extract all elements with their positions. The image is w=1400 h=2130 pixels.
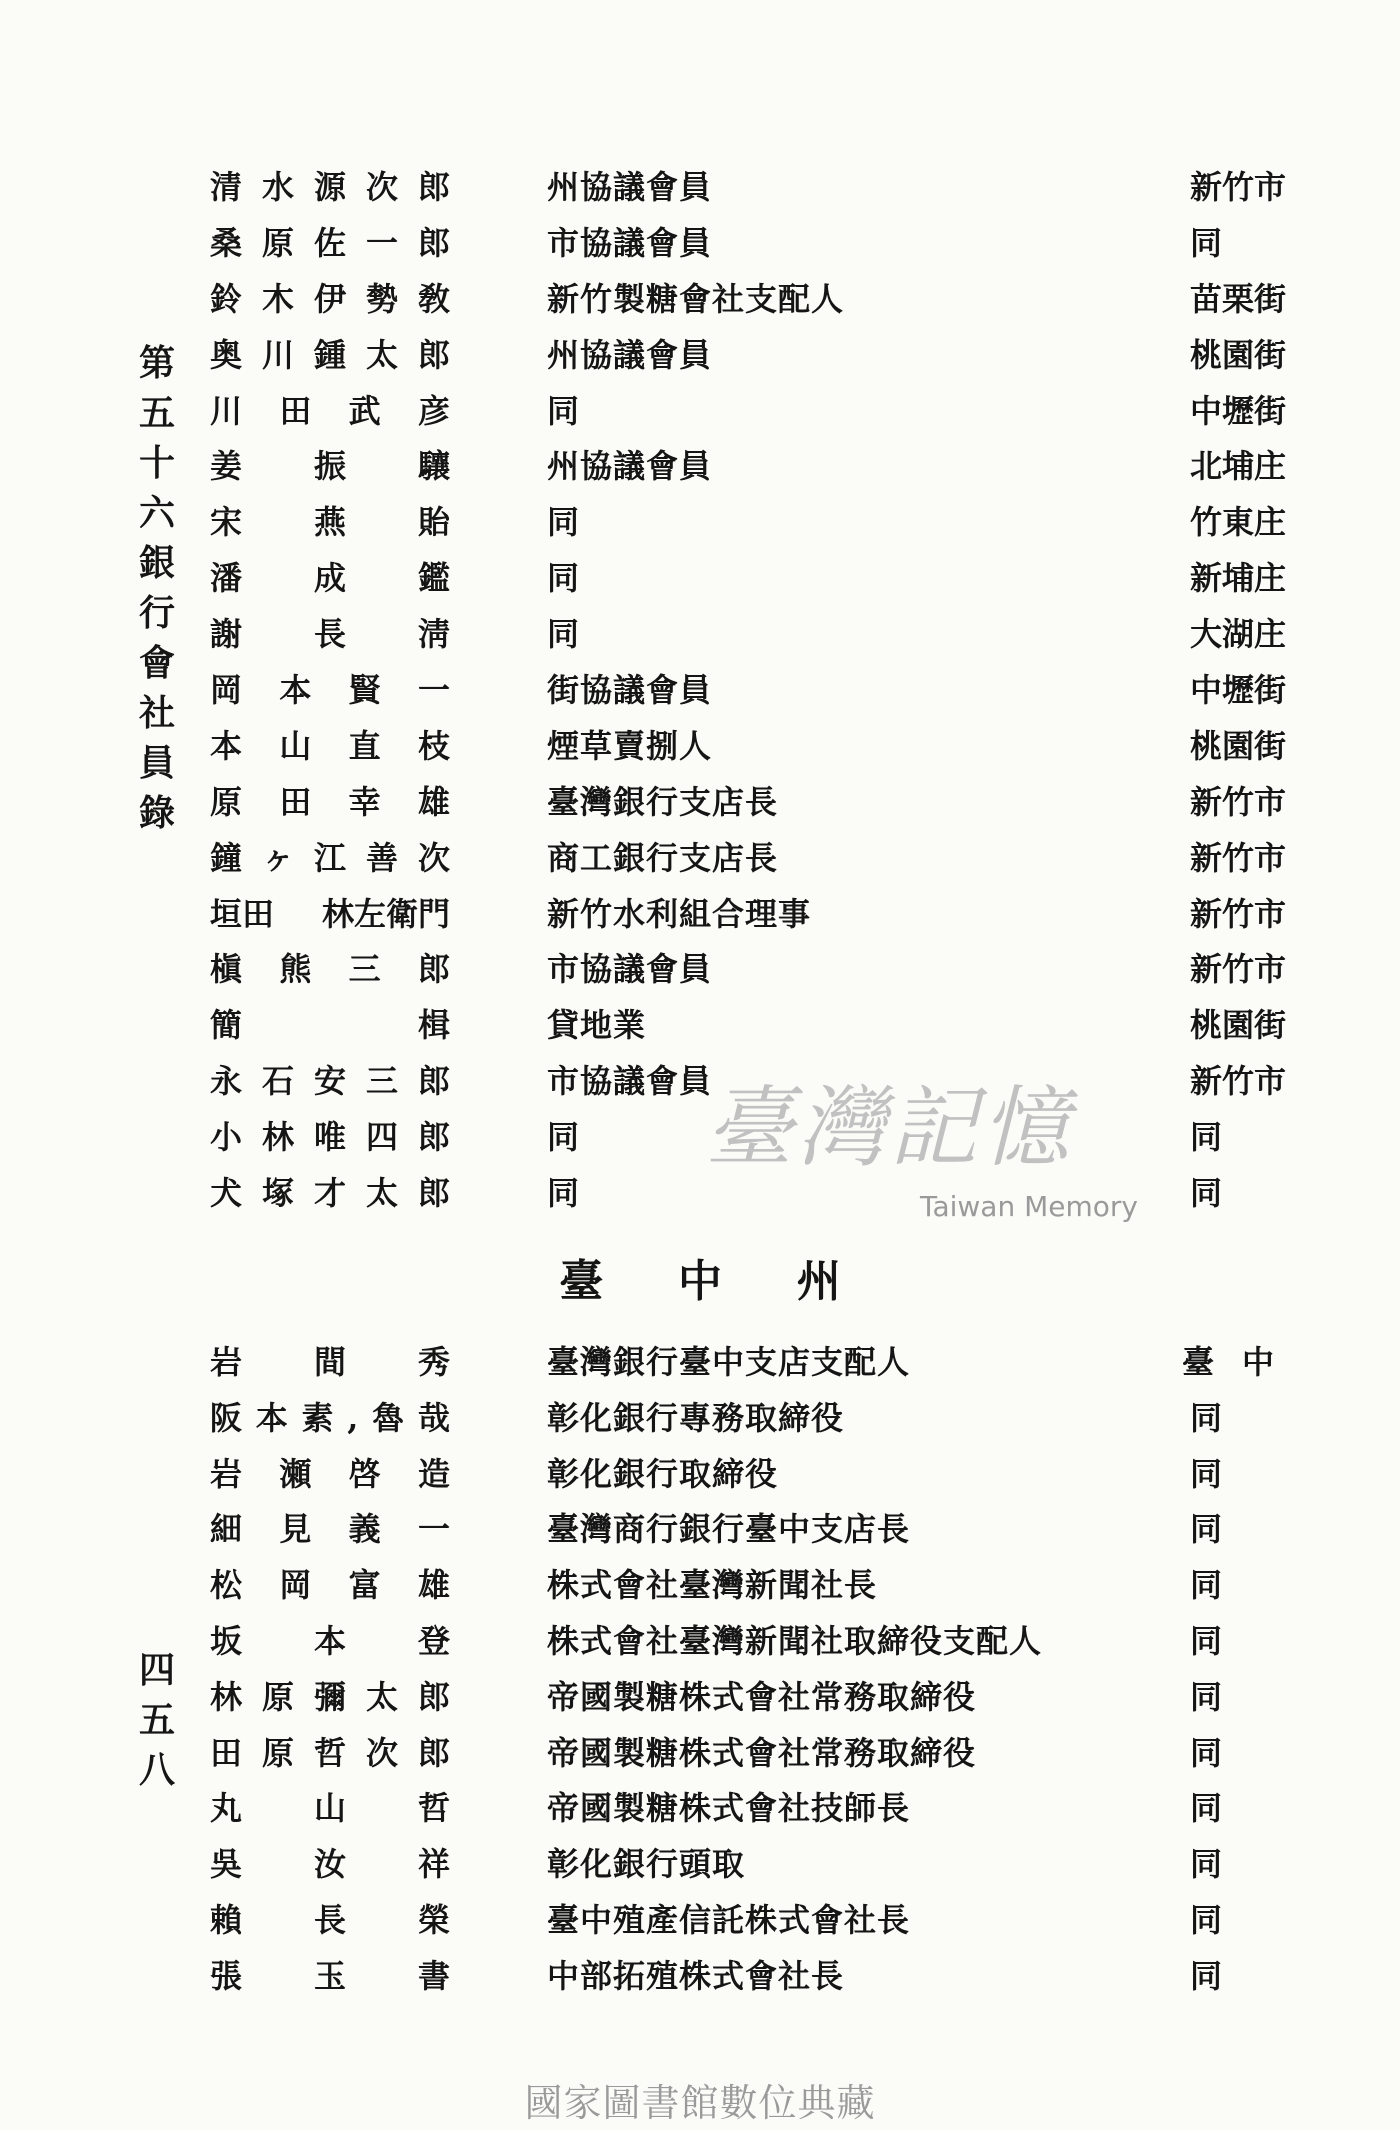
person-name: 小 林 唯 四 郎 [210,1118,450,1157]
person-name: 清 水 源 次 郎 [210,168,450,206]
location: 新竹市 [1190,1062,1287,1101]
footer-credit: 國家圖書館數位典藏 [524,2081,876,2125]
job-title: 州協議會員 [547,168,713,206]
roster-list-top [210,160,1300,1222]
table-row [210,942,1300,998]
location: 新竹市 [1190,894,1287,933]
table-row [210,1054,1300,1110]
location: 同 [1190,1454,1223,1493]
job-title: 新竹水利組合理事 [547,894,812,933]
location: 同 [1190,1956,1223,1995]
location: 新埔庄 [1190,559,1287,598]
location: 同 [1190,1118,1223,1157]
person-name: 潘 成 鑑 [210,559,450,598]
job-title: 市協議會員 [547,950,713,989]
location: 中壢街 [1190,671,1287,710]
table-row [210,719,1300,775]
table-row [210,551,1300,607]
job-title: 帝國製糖株式會社技師長 [547,1789,911,1828]
watermark-logo: 臺灣記憶 [705,1076,1074,1179]
table-row [210,495,1300,551]
table-row [210,384,1300,440]
table-row [210,831,1300,887]
table-row [210,216,1300,272]
person-name: 原 田 幸 雄 [210,782,450,821]
job-title: 煙草賣捌人 [547,726,713,765]
location: 新竹市 [1190,950,1287,989]
table-row [210,607,1300,663]
job-title: 同 [547,1174,581,1213]
table-row [210,663,1300,719]
job-title: 同 [547,615,581,654]
person-name: 張 玉 書 [210,1956,450,1995]
job-title: 彰化銀行取締役 [547,1454,779,1493]
person-name: 阪 本 素 , 魯 哉 [210,1398,450,1437]
table-row [210,1893,1300,1949]
location: 北埔庄 [1190,447,1287,486]
watermark-caption: Taiwan Memory [920,1190,1138,1223]
table-row [210,1837,1300,1893]
job-title: 州協議會員 [547,447,713,486]
job-title: 貸地業 [547,1006,647,1045]
job-title: 街協議會員 [547,671,713,710]
job-title: 彰化銀行專務取締役 [547,1398,845,1437]
person-name: 桑 原 佐 一 郎 [210,223,450,262]
job-title: 同 [547,503,581,542]
person-name: 吳 汝 祥 [210,1845,450,1884]
job-title: 臺中殖產信託株式會社長 [547,1900,911,1939]
table-row [210,998,1300,1054]
person-name: 鐘 ヶ 江 善 次 [210,838,450,877]
location: 同 [1190,1677,1223,1716]
person-name: 細 見 義 一 [210,1510,450,1549]
table-row [210,1447,1300,1503]
job-title: 中部拓殖株式會社長 [547,1956,845,1995]
person-name: 本 山 直 枝 [210,726,450,765]
table-row [210,1335,1300,1391]
location: 同 [1190,1398,1223,1437]
job-title: 臺灣銀行臺中支店支配人 [547,1343,911,1381]
person-name: 田 原 哲 次 郎 [210,1733,450,1772]
location: 同 [1190,1900,1223,1939]
location: 桃園街 [1190,335,1287,374]
job-title: 同 [547,1118,581,1157]
page-number: 四五八 [138,1649,175,1791]
person-name: 川 田 武 彦 [210,391,450,430]
location: 桃園街 [1190,1006,1287,1045]
person-name: 岩 瀬 啓 造 [210,1454,450,1493]
table-row [210,775,1300,831]
location: 同 [1190,1789,1223,1828]
person-name: 岩 間 秀 [210,1343,450,1381]
table-row [210,1110,1300,1166]
person-name: 姜 振 驤 [210,447,450,486]
table-row [210,1670,1300,1726]
person-name: 奥 川 鍾 太 郎 [210,335,450,374]
location: 中壢街 [1190,391,1287,430]
job-title: 州協議會員 [547,335,713,374]
section-heading: 臺中州 [559,1256,916,1307]
table-row [210,1949,1300,2005]
person-name: 坂 本 登 [210,1621,450,1660]
table-row [210,1558,1300,1614]
person-name: 松 岡 富 雄 [210,1566,450,1605]
person-name: 賴 長 榮 [210,1900,450,1939]
table-row [210,1166,1300,1222]
job-title: 帝國製糖株式會社常務取締役 [547,1677,977,1716]
location: 同 [1190,1510,1223,1549]
location: 同 [1190,1566,1223,1605]
job-title: 彰化銀行頭取 [547,1845,746,1884]
person-name: 林 原 彌 太 郎 [210,1677,450,1716]
job-title: 商工銀行支店長 [547,838,779,877]
job-title: 株式會社臺灣新聞社長 [547,1566,878,1605]
location: 同 [1190,1174,1223,1213]
location: 同 [1190,1621,1223,1660]
job-title: 帝國製糖株式會社常務取締役 [547,1733,977,1772]
table-row [210,1502,1300,1558]
person-name: 丸 山 哲 [210,1789,450,1828]
table-row [210,1781,1300,1837]
location: 同 [1190,223,1223,262]
table-row [210,1726,1300,1782]
location: 新竹市 [1190,168,1287,206]
location: 新竹市 [1190,838,1287,877]
person-name: 謝 長 淸 [210,615,450,654]
person-name: 岡 本 賢 一 [210,671,450,710]
table-row [210,272,1300,328]
location: 竹東庄 [1190,503,1287,542]
job-title: 臺灣銀行支店長 [547,782,779,821]
job-title: 同 [547,391,581,430]
person-name: 鈴 木 伊 勢 敎 [210,279,450,318]
job-title: 株式會社臺灣新聞社取締役支配人 [547,1621,1043,1660]
location: 苗栗街 [1190,279,1287,318]
person-name: 永 石 安 三 郎 [210,1062,450,1101]
location: 新竹市 [1190,782,1287,821]
person-name: 垣田 林左衛門 [210,894,450,933]
table-row [210,328,1300,384]
job-title: 市協議會員 [547,223,713,262]
job-title: 新竹製糖會社支配人 [547,279,845,318]
table-row [210,887,1300,943]
person-name: 犬 塚 才 太 郎 [210,1174,450,1213]
person-name: 簡 楫 [210,1006,450,1045]
job-title: 臺灣商行銀行臺中支店長 [547,1510,911,1549]
table-row [210,160,1300,216]
table-row [210,439,1300,495]
roster-list-bottom [210,1335,1300,2005]
job-title: 市協議會員 [547,1062,713,1101]
location: 同 [1190,1733,1223,1772]
job-title: 同 [547,559,581,598]
person-name: 宋 燕 貽 [210,503,450,542]
table-row [210,1614,1300,1670]
location: 臺 中 [1182,1343,1274,1381]
location: 大湖庄 [1190,615,1287,654]
side-title: 第五十六 銀行會社員錄 [138,342,175,834]
person-name: 槇 熊 三 郎 [210,950,450,989]
location: 同 [1190,1845,1223,1884]
location: 桃園街 [1190,726,1287,765]
table-row [210,1391,1300,1447]
